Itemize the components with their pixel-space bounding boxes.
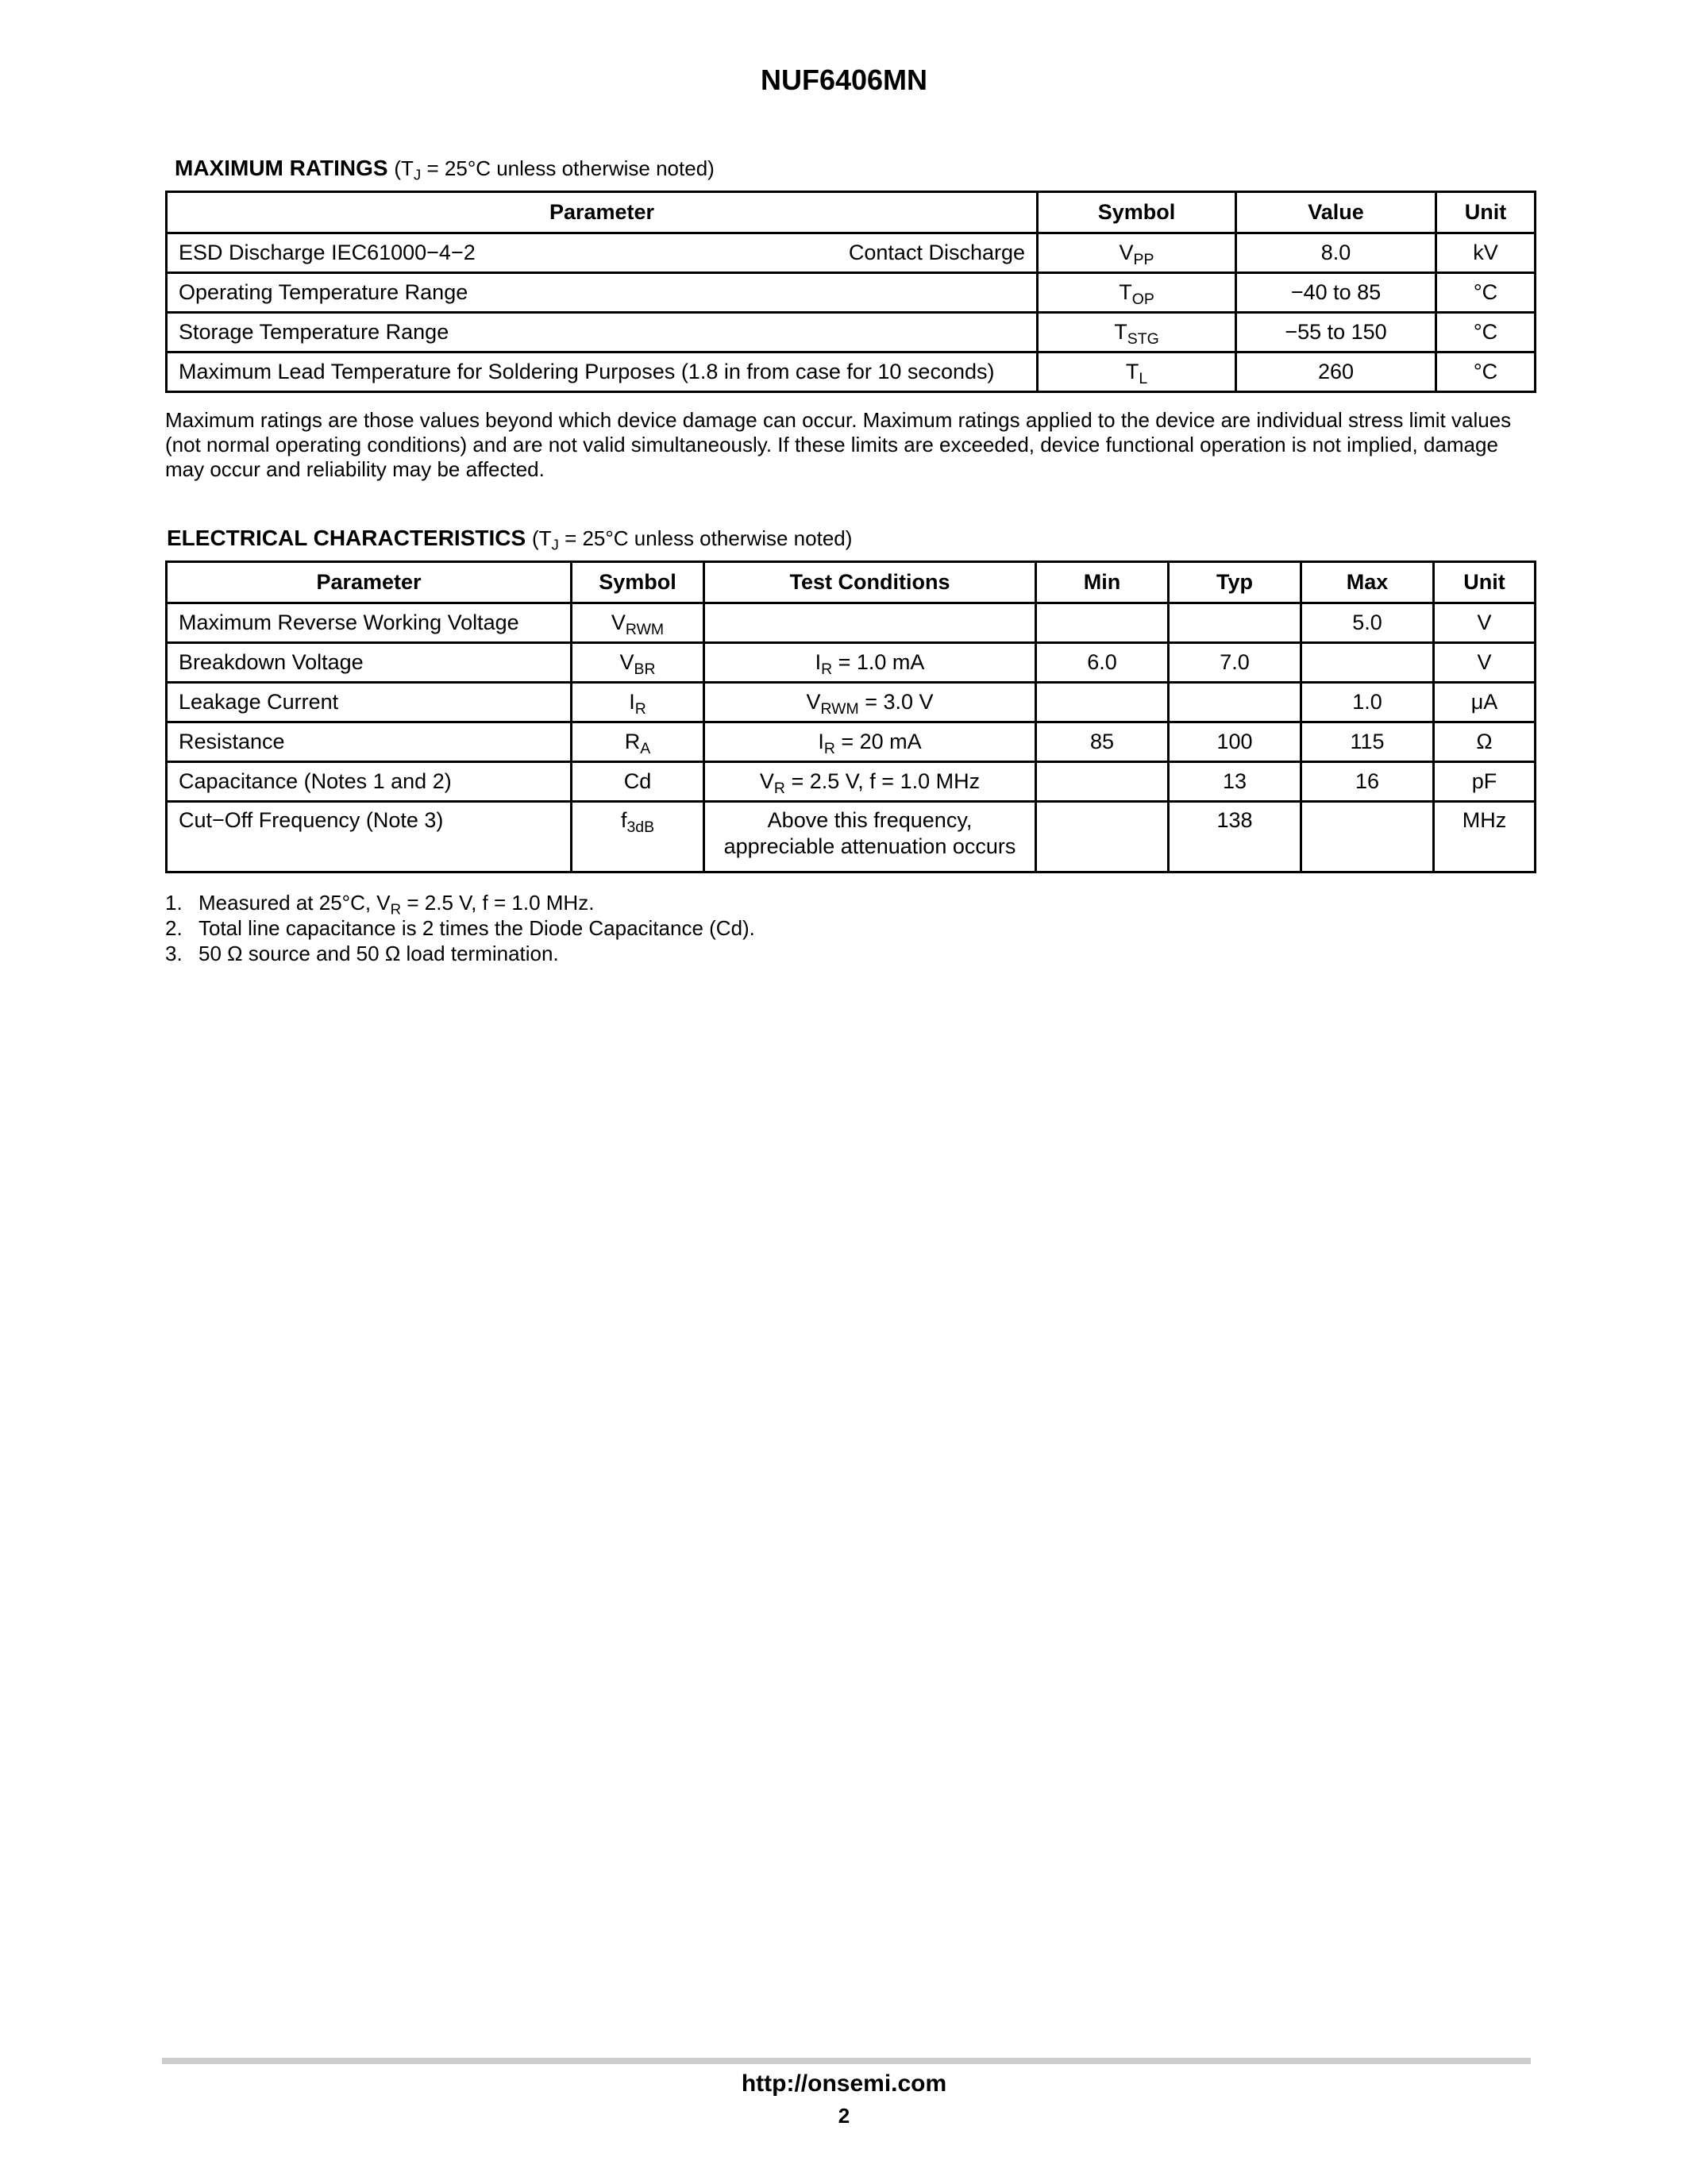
electrical-condition: ($T_J = 25^\circ C$ unless otherwise noted): [531, 526, 853, 553]
electrical-title: ELECTRICAL CHARACTERISTICS: [167, 526, 526, 550]
test-conditions-cell: $I_R = 1.0$ mA: [704, 643, 1036, 683]
column-header: Value: [1236, 192, 1436, 233]
value-cell: −40 to 85: [1236, 273, 1436, 313]
symbol-cell: $T_{OP}$: [1038, 273, 1236, 313]
test-conditions-cell: $V_R = 2.5$ V, f = 1.0 MHz: [704, 762, 1036, 802]
symbol-cell: $I_R$: [572, 683, 704, 722]
test-conditions-cell: $V_{RWM} = 3.0$ V: [704, 683, 1036, 722]
typ-cell: 100: [1169, 722, 1301, 762]
max-cell: [1301, 802, 1434, 872]
unit-cell: °C: [1436, 352, 1536, 392]
list-item: 3. 50 Ω source and 50 Ω load termination.: [165, 942, 559, 965]
column-header: Parameter: [167, 192, 1038, 233]
typ-cell: 13: [1169, 762, 1301, 802]
list-item: 1. Measured at 25°C, $V_R = 2.5$ V, f = 1.0 MHz.: [165, 891, 595, 918]
max-ratings-footnote: Maximum ratings are those values beyond which device damage can occur. Maximum ratings applied to the device are individual stress limit values (not normal operating conditions) and are not valid simultaneously. If these limits are exceeded, device functional operation is not implied, damage may occur and reliability may be affected.: [165, 408, 1512, 481]
unit-cell: pF: [1434, 762, 1536, 802]
table-row: [167, 352, 1536, 392]
unit-cell: V: [1434, 603, 1536, 643]
symbol-cell: $V_{RWM}$: [572, 603, 704, 643]
unit-cell: °C: [1436, 313, 1536, 352]
column-header: Test Conditions: [704, 562, 1036, 603]
parameter-cell: Operating Temperature Range: [167, 273, 1038, 313]
min-cell: [1036, 603, 1169, 643]
typ-cell: 7.0: [1169, 643, 1301, 683]
test-conditions-cell: $I_R = 20$ mA: [704, 722, 1036, 762]
parameter-cell: Cut−Off Frequency (Note 3): [167, 802, 572, 872]
value-cell: 260: [1236, 352, 1436, 392]
unit-cell: °C: [1436, 273, 1536, 313]
column-header: Unit: [1434, 562, 1536, 603]
max-ratings-condition: ($T_J = 25^\circ C$ unless otherwise noted): [394, 156, 715, 183]
table-row: [167, 313, 1536, 352]
column-header: Min: [1036, 562, 1169, 603]
typ-cell: [1169, 603, 1301, 643]
symbol-cell: Cd: [572, 762, 704, 802]
column-header: Symbol: [1038, 192, 1236, 233]
table-row: [167, 603, 1536, 643]
column-header: Symbol: [572, 562, 704, 603]
value-cell: −55 to 150: [1236, 313, 1436, 352]
min-cell: [1036, 802, 1169, 872]
list-item: 2. Total line capacitance is 2 times the Diode Capacitance (Cd).: [165, 916, 755, 940]
parameter-cell: Capacitance (Notes 1 and 2): [167, 762, 572, 802]
table-header-row: [167, 562, 1536, 603]
max-ratings-heading: [175, 156, 715, 181]
max-cell: 5.0: [1301, 603, 1434, 643]
max-cell: 16: [1301, 762, 1434, 802]
column-header: Typ: [1169, 562, 1301, 603]
column-header: Parameter: [167, 562, 572, 603]
table-row: [167, 802, 1536, 872]
max-cell: 115: [1301, 722, 1434, 762]
parameter-cell: Resistance: [167, 722, 572, 762]
table-row: [167, 762, 1536, 802]
max-ratings-table: [165, 191, 1536, 393]
footer-url[interactable]: http://onsemi.com: [741, 2070, 947, 2097]
symbol-cell: $T_{STG}$: [1038, 313, 1236, 352]
electrical-notes: [165, 890, 1534, 966]
test-conditions-cell: [704, 603, 1036, 643]
parameter-cell: Maximum Lead Temperature for Soldering Purposes (1.8 in from case for 10 seconds): [167, 352, 1038, 392]
min-cell: 6.0: [1036, 643, 1169, 683]
value-cell: 8.0: [1236, 233, 1436, 273]
unit-cell: kV: [1436, 233, 1536, 273]
symbol-cell: $V_{BR}$: [572, 643, 704, 683]
column-header: Max: [1301, 562, 1434, 603]
unit-cell: MHz: [1434, 802, 1536, 872]
min-cell: [1036, 762, 1169, 802]
footer-divider: [162, 2058, 1531, 2064]
table-row: [167, 643, 1536, 683]
unit-cell: Ω: [1434, 722, 1536, 762]
electrical-table: [165, 560, 1536, 873]
table-row: [167, 273, 1536, 313]
max-cell: [1301, 643, 1434, 683]
test-conditions-cell: Above this frequency, appreciable attenuation occurs: [704, 802, 1036, 872]
page-title: NUF6406MN: [760, 64, 928, 96]
parameter-cell: Storage Temperature Range: [167, 313, 1038, 352]
parameter-cell: Maximum Reverse Working Voltage: [167, 603, 572, 643]
parameter-cell: Breakdown Voltage: [167, 643, 572, 683]
max-ratings-title: MAXIMUM RATINGS: [175, 156, 388, 180]
parameter-cell: Leakage Current: [167, 683, 572, 722]
page-number: 2: [838, 2104, 850, 2128]
electrical-heading: [167, 526, 852, 551]
max-cell: 1.0: [1301, 683, 1434, 722]
min-cell: 85: [1036, 722, 1169, 762]
parameter-cell: ESD Discharge IEC61000−4−2 Contact Discharge: [167, 233, 1038, 273]
table-row: [167, 233, 1536, 273]
min-cell: [1036, 683, 1169, 722]
unit-cell: V: [1434, 643, 1536, 683]
symbol-cell: $f_{3dB}$: [572, 802, 704, 872]
typ-cell: 138: [1169, 802, 1301, 872]
typ-cell: [1169, 683, 1301, 722]
symbol-cell: $R_A$: [572, 722, 704, 762]
symbol-cell: $T_L$: [1038, 352, 1236, 392]
unit-cell: μA: [1434, 683, 1536, 722]
table-header-row: [167, 192, 1536, 233]
column-header: Unit: [1436, 192, 1536, 233]
table-row: [167, 722, 1536, 762]
table-row: [167, 683, 1536, 722]
symbol-cell: $V_{PP}$: [1038, 233, 1236, 273]
